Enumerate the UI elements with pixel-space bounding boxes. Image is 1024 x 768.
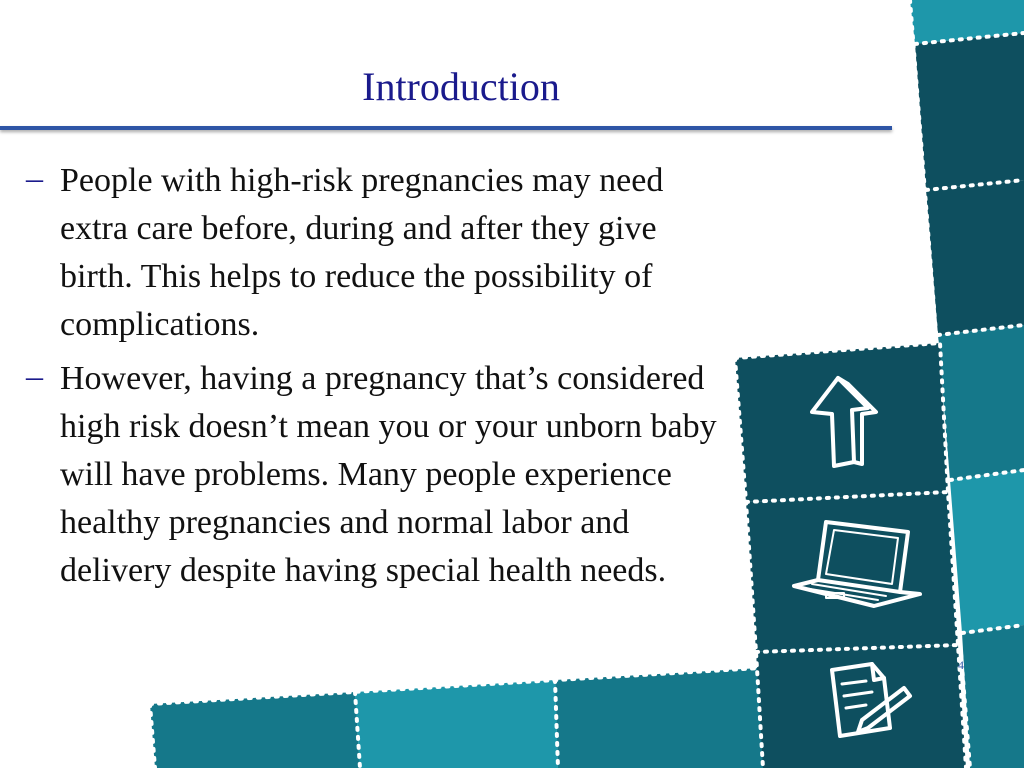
bullet-item: [24, 157, 724, 349]
bullet-text: People with high-risk pregnancies may need extra care before, during and after they give birth. This helps to reduce the possibility of complications.: [60, 162, 664, 343]
icon-tile-column: [735, 343, 966, 768]
bullet-dash-icon: –: [26, 358, 43, 395]
title-underline-rule: [0, 126, 892, 130]
bullet-dash-icon: –: [26, 160, 43, 197]
bullet-text: However, having a pregnancy that’s considered high risk doesn’t mean you or your unborn baby will have problems. Many people experience healthy pregnancies and normal labor and delivery despite having special health needs.: [60, 360, 717, 589]
slide-page-number: 4: [958, 658, 964, 672]
bottom-tile-strip: [150, 668, 764, 768]
bullet-list: [24, 157, 724, 601]
bullet-item: [24, 355, 724, 595]
slide-title: Introduction: [362, 64, 560, 109]
